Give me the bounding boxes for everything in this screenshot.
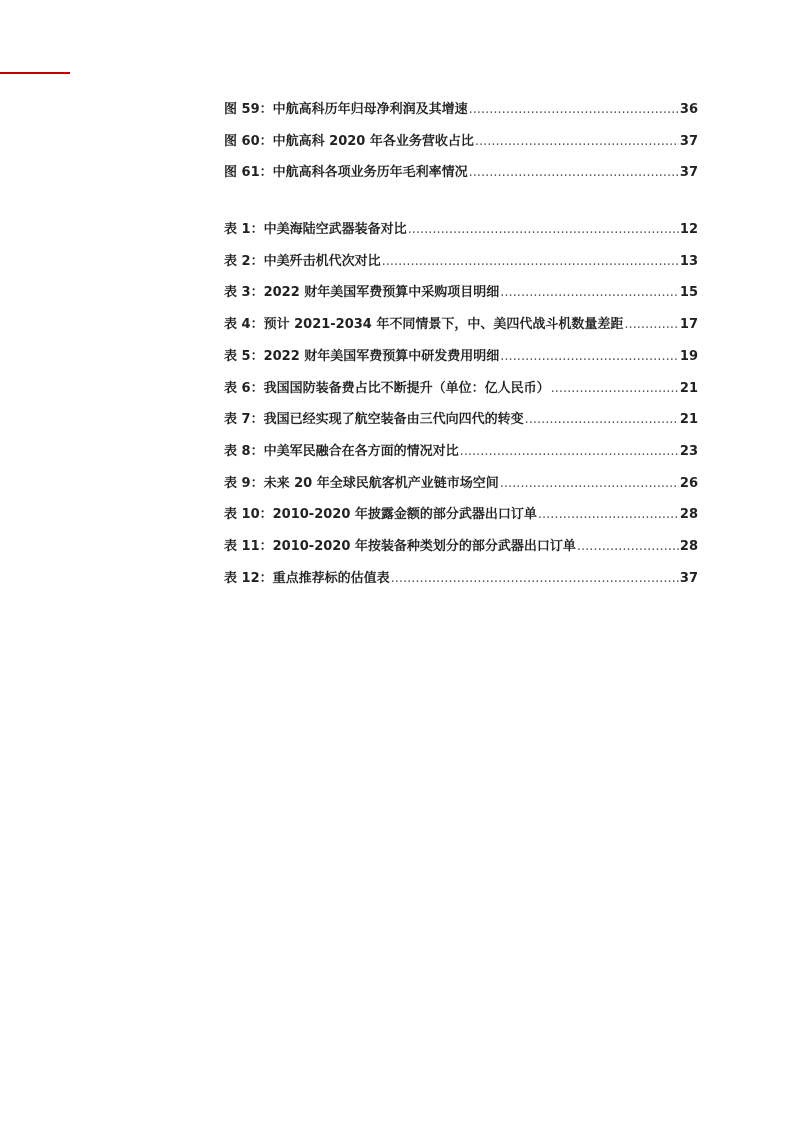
toc-entry-title: 表 6：我国国防装备费占比不断提升（单位：亿人民币）: [224, 380, 550, 396]
toc-entry-title: 图 59：中航高科历年归母净利润及其增速: [224, 102, 468, 117]
toc-entry-table-6[interactable]: [224, 377, 698, 409]
toc-dot-leader: [500, 472, 679, 496]
toc-entry-title: 表 12：重点推荐标的估值表: [224, 570, 390, 586]
toc-entry-figure-61[interactable]: [224, 161, 698, 193]
toc-entry-table-3[interactable]: [224, 281, 698, 313]
toc-entry-figure-59[interactable]: [224, 98, 698, 130]
toc-dot-leader: [538, 503, 679, 527]
toc-entry-title: 表 4：预计 2021-2034 年不同情景下，中、美四代战斗机数量差距: [224, 317, 624, 333]
toc-entry-table-10[interactable]: [224, 503, 698, 535]
toc-entry-figure-60[interactable]: [224, 130, 698, 162]
toc-entry-page: 37: [679, 165, 698, 181]
toc-entry-page: 26: [679, 475, 698, 491]
toc-entry-title: 图 61：中航高科各项业务历年毛利率情况: [224, 165, 468, 181]
toc-entry-table-1[interactable]: [224, 218, 698, 250]
toc-dot-leader: [551, 377, 679, 401]
toc-entry-table-2[interactable]: [224, 250, 698, 282]
toc-dot-leader: [500, 281, 679, 305]
toc-entry-page: 28: [679, 538, 698, 554]
toc-entry-page: 21: [679, 412, 698, 428]
toc-dot-leader: [460, 440, 679, 464]
toc-entry-page: 37: [679, 570, 698, 586]
toc-entry-page: 13: [679, 253, 698, 269]
toc-entry-table-7[interactable]: [224, 408, 698, 440]
toc-dot-leader: [391, 567, 679, 591]
toc-entry-title: 表 11：2010-2020 年按装备种类划分的部分武器出口订单: [224, 538, 576, 554]
toc-dot-leader: [469, 161, 679, 185]
toc-entry-page: 37: [679, 133, 698, 149]
toc-entry-title: 表 10：2010-2020 年披露金额的部分武器出口订单: [224, 507, 537, 523]
toc-entry-table-11[interactable]: [224, 535, 698, 567]
toc-entry-title: 表 5：2022 财年美国军费预算中研发费用明细: [224, 348, 500, 364]
toc-dot-leader: [525, 408, 679, 432]
figure-list: [224, 98, 698, 193]
toc-entry-page: 21: [679, 380, 698, 396]
toc-entry-page: 17: [679, 317, 698, 333]
toc-entry-table-4[interactable]: [224, 313, 698, 345]
toc-entry-table-12[interactable]: [224, 567, 698, 599]
section-gap: [224, 193, 698, 218]
toc-dot-leader: [500, 345, 679, 369]
toc-entry-page: 12: [679, 222, 698, 238]
toc-entry-table-9[interactable]: [224, 472, 698, 504]
table-of-contents: [224, 98, 698, 598]
toc-entry-title: 表 2：中美歼击机代次对比: [224, 253, 381, 269]
toc-dot-leader: [624, 313, 679, 337]
toc-entry-title: 表 8：中美军民融合在各方面的情况对比: [224, 443, 459, 459]
toc-entry-page: 23: [679, 443, 698, 459]
toc-dot-leader: [382, 250, 679, 274]
toc-entry-title: 表 3：2022 财年美国军费预算中采购项目明细: [224, 285, 500, 301]
toc-entry-table-5[interactable]: [224, 345, 698, 377]
toc-dot-leader: [469, 98, 679, 122]
toc-dot-leader: [475, 130, 679, 154]
toc-entry-page: 36: [679, 102, 698, 117]
toc-entry-page: 15: [679, 285, 698, 301]
toc-entry-page: 19: [679, 348, 698, 364]
toc-dot-leader: [408, 218, 679, 242]
table-list: [224, 218, 698, 598]
toc-entry-table-8[interactable]: [224, 440, 698, 472]
toc-dot-leader: [577, 535, 679, 559]
toc-entry-title: 图 60：中航高科 2020 年各业务营收占比: [224, 133, 474, 149]
toc-entry-page: 28: [679, 507, 698, 523]
toc-entry-title: 表 1：中美海陆空武器装备对比: [224, 222, 407, 238]
toc-entry-title: 表 9：未来 20 年全球民航客机产业链市场空间: [224, 475, 499, 491]
header-accent-line: [0, 72, 70, 74]
toc-entry-title: 表 7：我国已经实现了航空装备由三代向四代的转变: [224, 412, 524, 428]
